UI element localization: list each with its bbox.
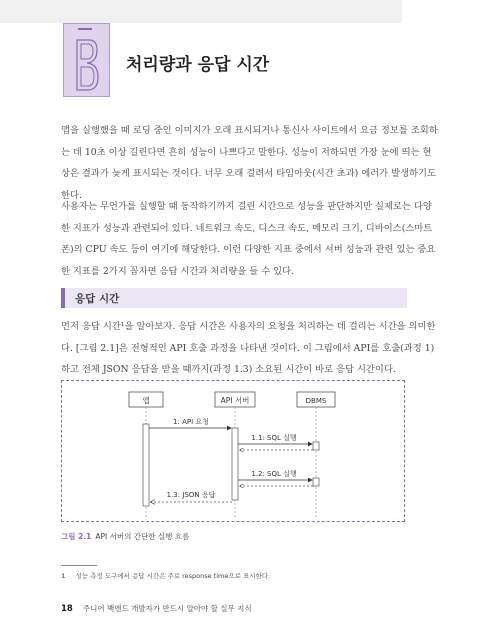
footnote-rule xyxy=(61,565,97,566)
message-label-1-1: 1.1: SQL 실행 xyxy=(251,434,297,442)
paragraph-line: 한 지표를 2가지 꼽자면 응답 시간과 처리량을 들 수 있다. xyxy=(61,265,295,277)
actor-api-server-label: API 서버 xyxy=(220,396,250,405)
paragraph-line: 폰)의 CPU 속도 등이 여기에 해당한다. 이런 다양한 지표 중에서 서버 성능과 관련 있는 중요 xyxy=(61,244,436,255)
paragraph-2 xyxy=(61,196,439,282)
paragraph-line: 상은 결과가 늦게 표시되는 것이다. 너무 오래 걸려서 타임아웃(시간 초과) 에러가 발생하기도 xyxy=(61,168,437,179)
actor-dbms-label: DBMS xyxy=(305,397,327,405)
paragraph-line: 한 지표가 성능과 관련되어 있다. 네트워크 속도, 디스크 속도, 메모리 크기, 디바이스(스마트 xyxy=(61,222,433,234)
paragraph-line: 다. [그림 2.1]은 전형적인 API 호출 과정을 나타낸 것이다. 이 그림에서 API를 호출(과정 1) xyxy=(61,342,435,354)
activation-dbms-2 xyxy=(313,478,319,486)
figure-caption-number: 그림 2.1 xyxy=(61,532,92,541)
figure-caption-text: API 서버의 간단한 실행 흐름 xyxy=(95,532,190,541)
section-paragraph xyxy=(61,316,439,381)
paragraph-line: 하고 전체 JSON 응답을 받을 때까지(과정 1.3) 소요된 시간이 바로 응답 시간이다. xyxy=(61,364,396,375)
figure-caption xyxy=(61,531,189,542)
message-label-1-3: 1.3: JSON 응답 xyxy=(166,491,216,499)
chapter-title: 처리량과 응답 시간 xyxy=(126,55,270,75)
paragraph-1 xyxy=(61,120,439,206)
activation-api-server xyxy=(232,428,238,500)
section-heading-bar xyxy=(61,288,407,308)
actor-app-label: 앱 xyxy=(142,396,150,405)
chapter-letter-b xyxy=(74,38,100,92)
paragraph-line: 는 데 10초 이상 길린다면 흔히 성능이 나쁘다고 말한다. 성능이 저하되면 가장 눈에 띄는 현 xyxy=(61,146,432,158)
book-title: 주니어 백엔드 개발자가 반드시 알아야 할 실무 지식 xyxy=(82,604,252,613)
sequence-diagram xyxy=(61,380,405,522)
activation-app xyxy=(143,424,149,506)
chapter-badge xyxy=(63,23,110,97)
section-title: 응답 시간 xyxy=(75,293,120,305)
page-footer xyxy=(61,603,252,614)
section-accent xyxy=(61,288,65,308)
activation-dbms-1 xyxy=(313,442,319,450)
page-top-bar xyxy=(0,0,402,23)
paragraph-line: 먼저 응답 시간¹을 알아보자. 응답 시간은 사용자의 요청을 처리하는 데 걸리는 시간을 의미한 xyxy=(61,321,436,332)
paragraph-line: 앱을 실행했을 때 로딩 중인 이미지가 오래 표시되거나 통신사 사이트에서 요금 정보를 조회하 xyxy=(61,125,438,136)
message-label-1-2: 1.2: SQL 실행 xyxy=(251,470,297,478)
footnote-mark: 1 xyxy=(61,572,66,580)
page-number: 18 xyxy=(61,604,73,614)
paragraph-line: 한다. xyxy=(61,189,82,201)
chapter-badge-cap xyxy=(78,28,92,30)
message-label-1: 1: API 요청 xyxy=(173,418,209,426)
paragraph-line: 사용자는 무언가를 실행할 때 동작하기까지 걸린 시간으로 성능을 판단하지만 실제로는 다양 xyxy=(61,201,432,212)
footnote xyxy=(61,571,270,580)
footnote-text: 성능 측정 도구에서 응답 시간은 주로 response time으로 표시한다. xyxy=(75,572,271,580)
